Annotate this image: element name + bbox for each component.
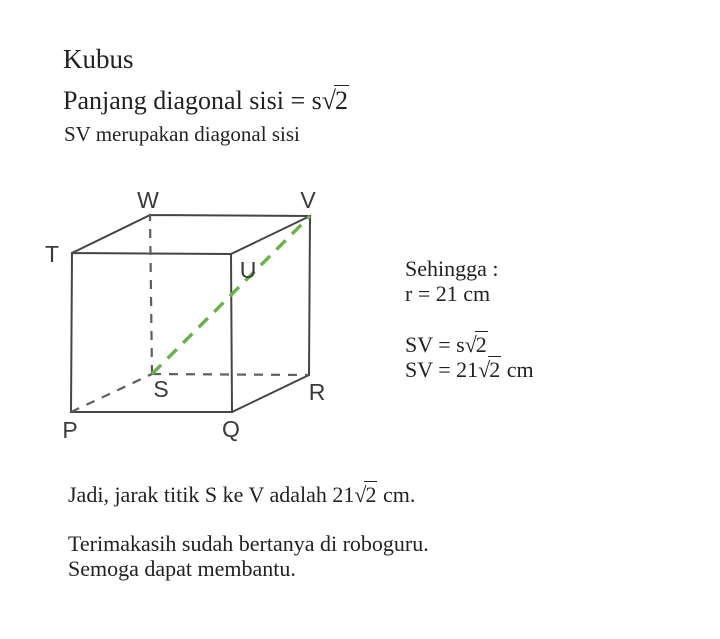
vertex-label-v: V (300, 187, 316, 213)
page-title: Kubus (63, 44, 134, 74)
conclusion-text: Jadi, jarak titik S ke V adalah 21 (68, 482, 355, 507)
eq2-unit: cm (501, 357, 534, 382)
radicand: 2 (335, 86, 349, 115)
vertex-label-q: Q (222, 416, 240, 442)
subtitle-sv-diagonal: SV merupakan diagonal sisi (64, 122, 300, 146)
vertex-label-u: U (239, 257, 257, 283)
radical-sign-icon: √ (321, 86, 336, 115)
eq1-text: SV = s (405, 332, 465, 357)
radical-sign-icon: √ (478, 357, 490, 382)
cube-hidden-edges (71, 215, 309, 412)
radical-sign-icon: √ (354, 482, 366, 507)
radicand: 2 (489, 357, 501, 382)
sqrt-expression (322, 86, 349, 115)
radical-sign-icon: √ (464, 332, 476, 357)
cube-diagram (28, 180, 353, 455)
sqrt-expression (465, 332, 488, 357)
closing-block (68, 531, 429, 581)
solution-eq1 (405, 332, 534, 357)
formula-diagonal-sisi (63, 88, 349, 114)
conclusion-unit: cm. (377, 482, 416, 507)
closing-line: Semoga dapat membantu. (68, 556, 296, 581)
formula-text: Panjang diagonal sisi = s (63, 86, 322, 115)
solution-heading: Sehingga : (405, 256, 499, 281)
eq2-text: SV = 21 (405, 357, 479, 382)
solution-eq2 (405, 357, 534, 382)
solution-given: r = 21 cm (405, 281, 491, 306)
cube-solid-edges (71, 215, 310, 412)
spacer (405, 306, 534, 332)
thanks-line: Terimakasih sudah bertanya di roboguru. (68, 531, 429, 556)
vertex-label-s: S (153, 376, 169, 402)
solution-block (405, 256, 534, 382)
radicand: 2 (475, 332, 487, 357)
radicand: 2 (365, 482, 377, 507)
vertex-label-t: T (44, 241, 60, 267)
vertex-label-w: W (137, 187, 159, 213)
sqrt-expression (478, 357, 501, 382)
vertex-label-r: R (308, 379, 326, 405)
conclusion-line (68, 482, 415, 507)
sqrt-expression (354, 482, 377, 507)
vertex-label-p: P (62, 417, 78, 443)
